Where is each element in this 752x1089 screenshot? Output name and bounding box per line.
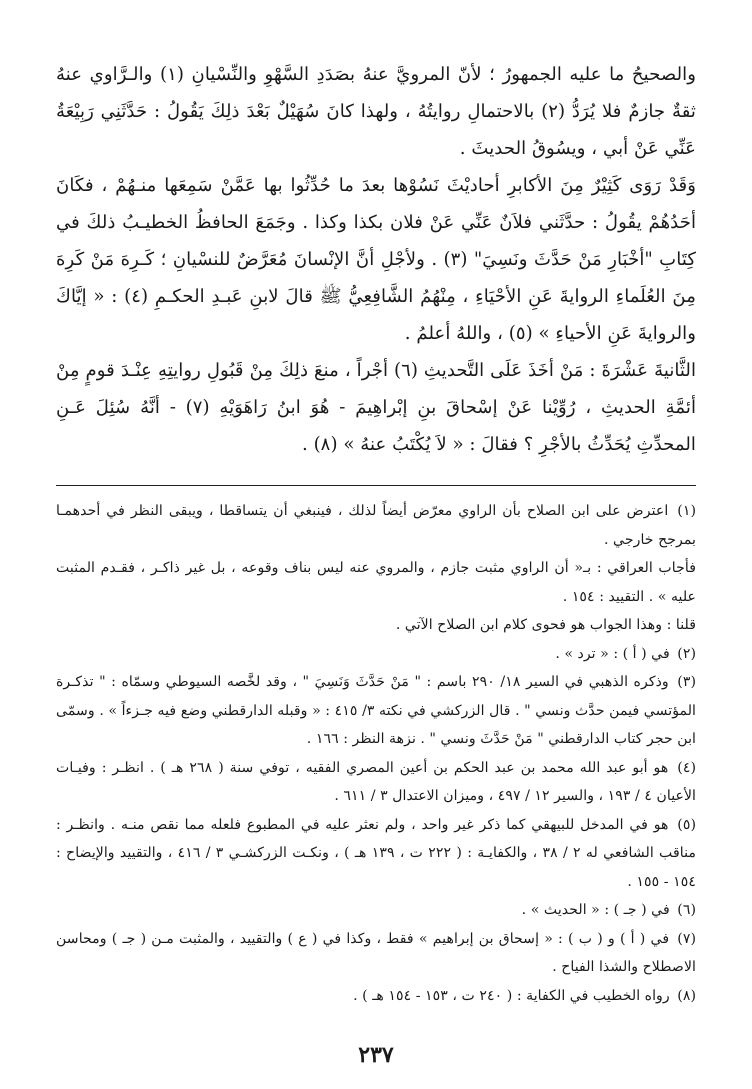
paragraph-3: الثَّانيةَ عَشْرَةَ : مَنْ أخَذَ عَلَى التَّحديثِ (٦) أجْراً ، منعَ ذلِكَ مِنْ قَبُولِ روايتِهِ عِنْـدَ قومٍ مِنْ أئمَّةِ الحديثِ ، رُوِّيْنا عَنْ إسْحاقَ بنِ إبْراهِيمَ - هُوَ ابنُ رَاهَوَيْهِ (٧) - أنَّهُ سُئِلَ عَـنِ المحدِّثِ يُحَدِّثُ بالأجْرِ ؟ فقالَ : « لاَ يُكْتَبُ عنهُ » (٨) . <box>56 360 696 455</box>
paragraph-2: وَقَدْ رَوَى كَثِيْرٌ مِنَ الأكابرِ أحاديْثَ نَسُوْها بعدَ ما حُدِّثُوا بها عَمَّنْ سَمِعَها منـهُمْ ، فكَانَ أحَدُهُمْ يقُولُ : حدَّثَني فلاَنٌ عَنِّي عَنْ فلان بكذا وكذا . وجَمَعَ الحافظُ الخطيـبُ ذلكَ في كِتَابِ "أخْبَارِ مَنْ حَدَّثَ ونَسِيَ" (٣) . ولأجْلِ أنَّ الإنْسانَ مُعَرَّضٌ للنسْيانِ ؛ كَـرِهَ مَنْ كَرِهَ مِنَ العُلَماءِ الروايةَ عَنِ الأحْيَاءِ ، مِنْهُمُ الشَّافِعِيُّ ﷺ قالَ لابنِ عَبـدِ الحكـمِ (٤) : « إيَّاكَ والروايةَ عَنِ الأحياءِ » (٥) ، واللهُ أعلمُ . <box>56 175 696 344</box>
footnote-text: في ( أ ) : « ترد » . <box>555 645 670 662</box>
footnote-separator <box>56 485 696 486</box>
footnote-number: (٤) <box>677 759 697 776</box>
paragraph-1: والصحيحُ ما عليه الجمهورُ ؛ لأنّ المرويَّ عنهُ بصَدَدِ السَّهْوِ والنِّسْيانِ (١) والـرَّاوي عنهُ ثقةٌ جازمٌ فلا يُرَدُّ (٢) بالاحتمالِ روايتُهُ ، ولهذا كانَ سُهَيْلٌ بَعْدَ ذلِكَ يَقُولُ : حَدَّثَنِي رَبِيْعَةُ عَنِّي عَنْ أبي ، ويسُوقُ الحديثَ . <box>56 64 697 159</box>
footnote-4 <box>56 754 696 811</box>
footnote-number: (٨) <box>677 987 696 1004</box>
footnote-text: اعترض على ابن الصلاح بأن الراوي معرّض أيضاً لذلك ، فينبغي أن يتساقطا ، ويبقى النظر في أحدهمـا بمرجح خارجي . <box>56 503 696 548</box>
footnote-8 <box>56 982 696 1011</box>
footnote-1-continuation: فأجاب العراقي : بـ« أن الراوي مثبت جازم ، والمروي عنه ليس بناف وقوعه ، بل غير ذاكـر ، فقـدم المثبت عليه » . التقييد : ١٥٤ . <box>56 560 696 605</box>
footnote-text: هو في المدخل للبيهقي كما ذكر غير واحد ، ولم نعثر عليه في المطبوع فلعله مما نقص منـه . وانظـر : مناقب الشافعي له ٢ / ٣٨ ، والكفايـة : ( ٢٢٢ ت ، ١٣٩ هـ ) ، ونكـت الزركشـي ٣ / ٤١٦ ، والتقييد والإيضاح : ١٥٤ - ١٥٥ . <box>56 816 696 890</box>
footnote-3 <box>56 668 696 754</box>
footnotes <box>56 497 696 1010</box>
footnote-text: وذكره الذهبي في السير ١٨/ ٢٩٠ باسم : " مَنْ حَدَّثَ وَنَسِيَ " ، وقد لخَّصه السيوطي وسمّاه : " تذكـرة المؤتسي فيمن حدَّث ونسي " . قال الزركشي في نكته ٣/ ٤١٥ : « وقبله الدارقطني وضع فيه جـزءاً » . وسمّى ابن حجر كتاب الدارقطني " مَنْ حَدَّثَ ونسي " . نزهة النظر : ١٦٦ . <box>56 674 696 747</box>
footnote-1-continuation: قلنا : وهذا الجواب هو فحوى كلام ابن الصلاح الآتي . <box>395 617 696 633</box>
footnote-1 <box>56 497 696 554</box>
book-page <box>56 56 696 1076</box>
footnote-5 <box>56 811 696 897</box>
footnote-2 <box>56 640 696 669</box>
page-number: ٢٣٧ <box>358 1042 394 1068</box>
footnote-text: رواه الخطيب في الكفاية : ( ٢٤٠ ت ، ١٥٣ - ١٥٤ هـ ) . <box>353 987 670 1004</box>
footnote-number: (٦) <box>677 902 696 918</box>
footnote-text: هو أبو عبد الله محمد بن عبد الحكم بن أعين المصري الفقيه ، توفي سنة ( ٢٦٨ هـ ) . انظـر : وفيـات الأعيان ٤ / ١٩٣ ، والسير ١٢ / ٤٩٧ ، وميزان الاعتدال ٣ / ٦١١ . <box>56 759 696 804</box>
footnote-text: في ( أ ) و ( ب ) : « إسحاق بن إبراهيم » فقط ، وكذا في ( ع ) والتقييد ، والمثبت مـن ( جـ ) ومحاسن الاصطلاح والشذا الفياح . <box>56 930 696 975</box>
footnote-number: (١) <box>677 503 696 519</box>
footnote-number: (٥) <box>677 816 697 833</box>
main-text <box>56 56 696 463</box>
footnote-6 <box>56 896 696 925</box>
footnote-text: في ( جـ ) : « الحديث » . <box>521 902 670 918</box>
footnote-number: (٣) <box>677 674 697 690</box>
footnote-7 <box>56 925 696 982</box>
footnote-number: (٢) <box>677 645 696 662</box>
footnote-number: (٧) <box>677 930 697 947</box>
